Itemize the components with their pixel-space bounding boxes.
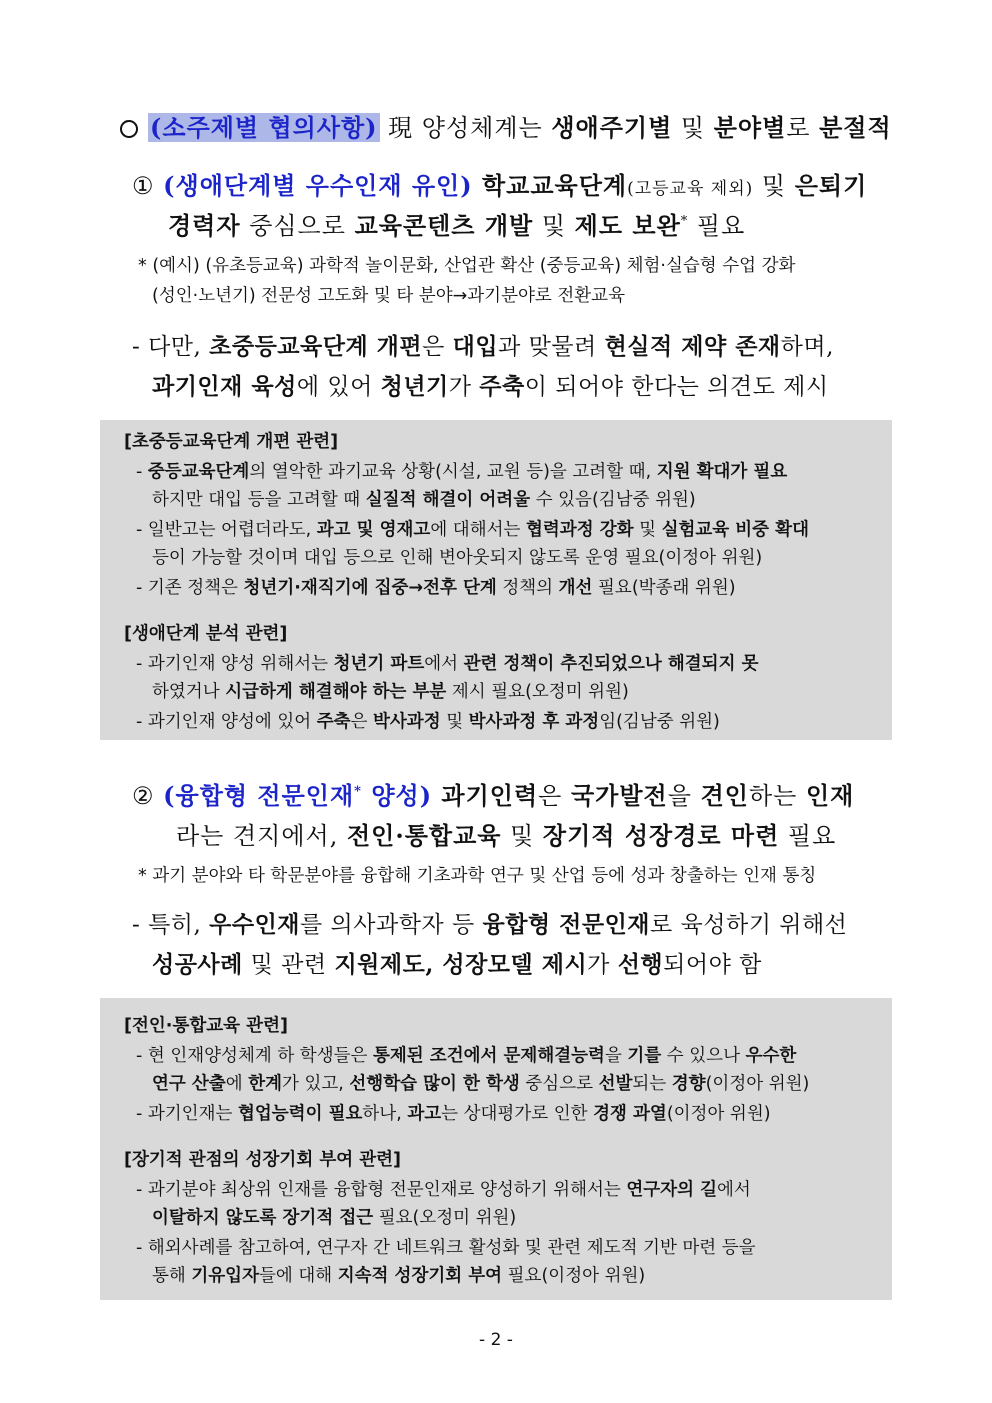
box-item-cont: 등이 가능할 것이며 대입 등으로 인해 변아웃되지 않도록 운영 필요(이정아 위원)	[152, 548, 763, 568]
footnote-mark: *	[680, 214, 689, 229]
text: - 다만,	[132, 334, 210, 360]
text: 및	[633, 520, 662, 540]
bold-text: 연구자의 길	[626, 1180, 717, 1200]
bold-text: 선발	[598, 1074, 633, 1094]
header-bold: 분야별	[713, 113, 787, 142]
text: 에	[225, 1074, 249, 1094]
header-label: (소주제별 협의사항)	[150, 113, 378, 142]
section-number: ①	[132, 172, 155, 200]
bold-text: 청년기	[380, 373, 449, 400]
text: - 과기인재 양성에 있어	[136, 712, 317, 732]
text: - 과기인재 양성 위해서는	[136, 654, 334, 674]
bold-text: 시급하게 해결해야 하는 부분	[225, 682, 447, 702]
text: - 기존 정책은	[136, 578, 244, 598]
text: 및	[440, 712, 469, 732]
bold-text: 우수인재	[209, 911, 301, 938]
circle-bullet-icon	[120, 120, 138, 138]
text: 는 상대평가로 인한	[441, 1104, 594, 1124]
bold-text: 선행학습 많이 한 학생	[349, 1074, 520, 1094]
footnote-mark: *	[354, 784, 362, 799]
bold-text: 지원 확대가 필요	[656, 462, 788, 482]
text: 제시 필요(오정미 위원)	[446, 682, 629, 702]
bold-text: 장기적 성장경로 마련	[542, 821, 780, 850]
bold-text: 제도 보완	[574, 211, 681, 240]
bold-text: 청년기 파트	[333, 654, 425, 674]
text: - 특히,	[132, 912, 210, 938]
bold-text: 인재	[805, 781, 855, 810]
bold-text: 중등교육단계	[147, 462, 250, 482]
text: 임(김남중 위원)	[599, 712, 720, 732]
section2-note: * 과기 분야와 타 학문분야를 융합해 기초과학 연구 및 산업 등에 성과 창출하는 인재 통칭	[138, 866, 817, 886]
text: 및	[753, 172, 795, 200]
text: 및	[501, 822, 543, 850]
bold-text: 개선	[558, 578, 593, 598]
text: - 과기인재는	[136, 1104, 238, 1124]
opinion-box-1	[100, 420, 892, 740]
bold-text: 박사과정	[373, 712, 441, 732]
text: 가 있고,	[282, 1074, 350, 1094]
text: (융합형 전문인재	[163, 781, 355, 810]
section1-line2	[168, 206, 745, 241]
text: 에서	[716, 1180, 751, 1200]
text: 하지만 대입 등을 고려할 때	[152, 490, 366, 510]
box-heading: [생애단계 분석 관련]	[124, 624, 288, 644]
text: 통해	[152, 1266, 192, 1286]
bold-text: 학교교육단계	[472, 171, 628, 200]
bold-text: 대입	[452, 333, 499, 360]
box-heading: [초중등교육단계 개편 관련]	[124, 432, 339, 452]
bold-text: 국가발전	[570, 781, 668, 810]
box-item	[136, 708, 720, 733]
bold-text: 기유입자	[191, 1266, 259, 1286]
text: 되는	[632, 1074, 672, 1094]
text: 양성)	[361, 781, 433, 810]
bold-text: 선행	[617, 951, 664, 978]
bold-text: 전인·통합교육	[347, 821, 502, 850]
header-text: 및	[672, 114, 714, 142]
box-item-cont	[152, 1070, 809, 1095]
box-item	[136, 650, 758, 675]
bold-text: 경향	[671, 1074, 706, 1094]
text: 하나,	[362, 1104, 408, 1124]
text: 및 관련	[242, 952, 335, 978]
section1-note-1: * (예시) (유초등교육) 과학적 놀이문화, 산업관 확산 (중등교육) 체험·실습형 수업 강화	[138, 256, 796, 276]
text: 을	[667, 782, 701, 810]
small-text: (고등교육 제외)	[627, 179, 754, 199]
box-item-cont	[152, 486, 696, 511]
box-item	[136, 516, 809, 541]
section2-dash-1	[132, 906, 847, 939]
bold-text: 한계	[248, 1074, 282, 1094]
bold-text: 실질적 해결이 어려울	[365, 490, 531, 510]
section1-dash-2	[152, 368, 829, 401]
bold-text: 박사과정 후 과정	[468, 712, 600, 732]
bold-text: 경력자	[168, 211, 241, 240]
text: 가	[448, 374, 480, 400]
section-title: (생애단계별 우수인재 유인)	[163, 171, 473, 200]
section-title	[163, 781, 432, 810]
text: 들에 대해	[259, 1266, 338, 1286]
text: - 과기분야 최상위 인재를 융합형 전문인재로 양성하기 위해서는	[136, 1180, 627, 1200]
header-text: 現 양성체계는	[379, 114, 552, 142]
header-bold: 분절적	[819, 113, 892, 142]
text: 필요(이정아 위원)	[502, 1266, 646, 1286]
text: 되어야 함	[663, 952, 762, 978]
box-item	[136, 1100, 771, 1125]
text: 에 있어	[296, 374, 381, 400]
bold-text: 협업능력이 필요	[237, 1104, 363, 1124]
section1-dash-1	[132, 328, 834, 361]
bold-text: 우수한	[745, 1046, 797, 1066]
bold-text: 융합형 전문인재	[482, 911, 651, 938]
text: 의 열악한 과기교육 상황(시설, 교원 등)을 고려할 때,	[249, 462, 657, 482]
box-item: - 해외사례를 참고하여, 연구자 간 네트워크 활성화 및 관련 제도적 기반 마련 등을	[136, 1238, 756, 1258]
bold-text: 견인	[700, 781, 749, 810]
bold-text: 성공사례	[152, 951, 243, 978]
opinion-box-2	[100, 998, 892, 1300]
text: 을	[604, 1046, 628, 1066]
text: 필요	[688, 212, 746, 240]
bold-text: 통제된 조건에서 문제해결능력	[373, 1046, 605, 1066]
box-item-cont	[152, 1262, 645, 1287]
text: 필요(오정미 위원)	[373, 1208, 517, 1228]
text: 이 되어야 한다는 의견도 제시	[524, 374, 829, 400]
bold-text: 주축	[479, 373, 525, 400]
text: 중심으로	[240, 212, 355, 240]
text: 필요	[779, 822, 837, 850]
text: 필요(박종래 위원)	[592, 578, 736, 598]
bold-text: 은퇴기	[794, 171, 868, 200]
text: 하며,	[780, 334, 834, 360]
bold-text: 실험교육 비중 확대	[661, 520, 809, 540]
text: 은	[350, 712, 373, 732]
box-item	[136, 458, 787, 483]
box-heading: [전인·통합교육 관련]	[124, 1016, 288, 1036]
text: 은	[422, 334, 453, 360]
box-item-cont	[152, 1204, 516, 1229]
bold-text: 교육콘텐츠 개발	[354, 211, 534, 240]
section2-dash-2	[152, 946, 762, 979]
section2-title-line	[132, 776, 854, 811]
text: 및	[533, 212, 575, 240]
text: 하였거나	[152, 682, 226, 702]
text: 수 있음(김남중 위원)	[530, 490, 696, 510]
bold-text: 과고 및 영재고	[316, 520, 431, 540]
text: 에 대해서는	[430, 520, 526, 540]
text: 정책의	[496, 578, 559, 598]
box-heading: [장기적 관점의 성장기회 부여 관련]	[124, 1150, 402, 1170]
bold-text: 기를	[627, 1046, 662, 1066]
bold-text: 주축	[316, 712, 351, 732]
text: (이정아 위원)	[666, 1104, 771, 1124]
bold-text: 연구 산출	[152, 1074, 226, 1094]
bold-text: 관련 정책이 추진되었으나 해결되지 못	[463, 654, 759, 674]
header-text: 로	[786, 114, 820, 142]
text: 가	[587, 952, 618, 978]
text: -	[136, 462, 148, 482]
box-item	[136, 1176, 751, 1201]
bold-text: 지속적 성장기회 부여	[337, 1266, 503, 1286]
bold-text: 과기인재 육성	[152, 373, 297, 400]
section1-note-2: (성인·노년기) 전문성 고도화 및 타 분야→과기분야로 전환교육	[152, 286, 625, 306]
text: - 현 인재양성체계 하 학생들은	[136, 1046, 373, 1066]
bold-text: 과기인력	[432, 781, 539, 810]
section2-line2	[176, 816, 836, 851]
bold-text: 협력과정 강화	[526, 520, 634, 540]
box-item	[136, 1042, 796, 1067]
text: 에서	[424, 654, 464, 674]
text: 은	[538, 782, 571, 810]
bold-text: 경쟁 과열	[593, 1104, 667, 1124]
text: (이정아 위원)	[705, 1074, 810, 1094]
bold-text: 과고	[407, 1104, 442, 1124]
bold-text: 현실적 제약 존재	[604, 333, 781, 360]
header-bold: 생애주기별	[551, 113, 673, 142]
text: - 일반고는 어렵더라도,	[136, 520, 317, 540]
text: 과 맞물려	[498, 334, 605, 360]
section1-title-line	[132, 166, 867, 201]
text: 수 있으나	[661, 1046, 746, 1066]
section-number: ②	[132, 782, 155, 810]
bold-text: 지원제도, 성장모델 제시	[334, 951, 588, 978]
box-item-cont	[152, 678, 629, 703]
text: 로 육성하기 위해선	[650, 912, 848, 938]
text: 중심으로	[519, 1074, 599, 1094]
box-item	[136, 574, 736, 599]
page-number: - 2 -	[479, 1330, 513, 1350]
bold-text: 청년기·재직기에 집중→전후 단계	[243, 578, 497, 598]
bold-text: 이탈하지 않도록 장기적 접근	[152, 1208, 374, 1228]
text: 를 의사과학자 등	[300, 912, 483, 938]
bold-text: 초중등교육단계 개편	[209, 333, 423, 360]
header-line	[120, 108, 892, 143]
text: 라는 견지에서,	[176, 822, 347, 850]
text: 하는	[748, 782, 806, 810]
